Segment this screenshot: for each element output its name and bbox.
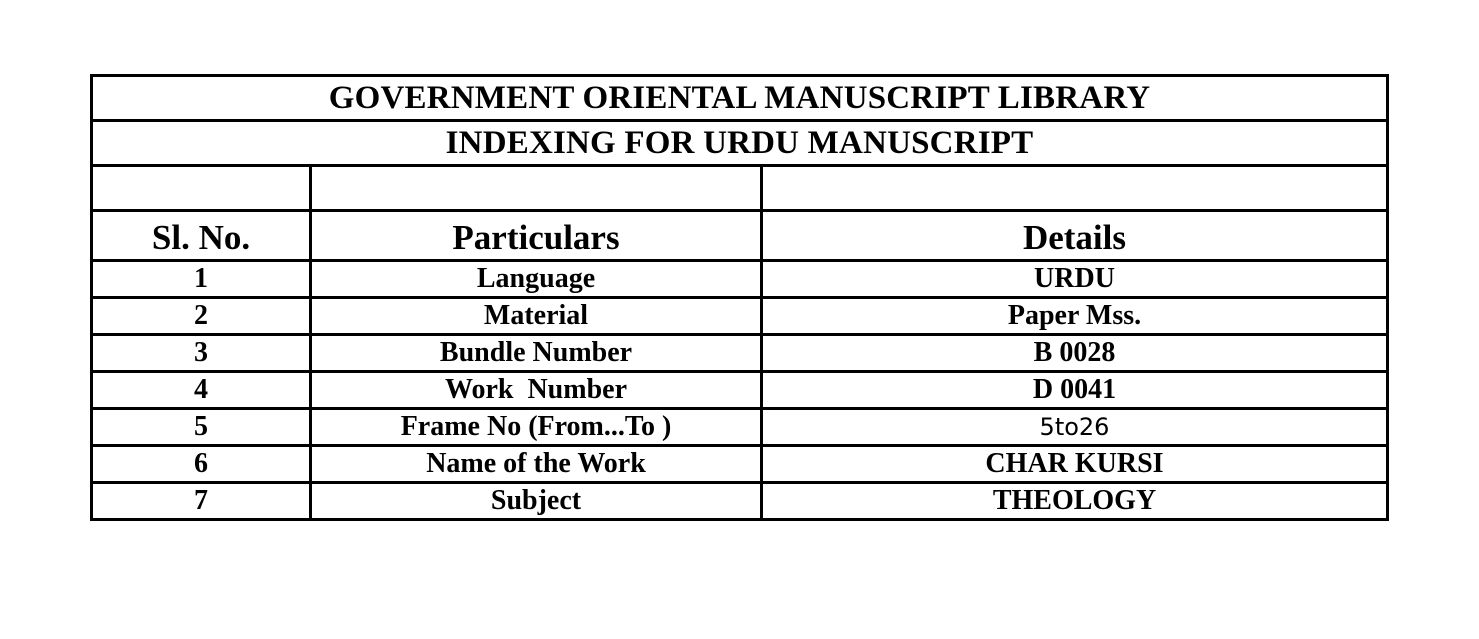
row-sl: 1 bbox=[92, 261, 311, 298]
row-detail: URDU bbox=[762, 261, 1388, 298]
row-particular: Language bbox=[311, 261, 762, 298]
row-sl: 7 bbox=[92, 483, 311, 520]
row-particular: Frame No (From...To ) bbox=[311, 409, 762, 446]
row-sl: 3 bbox=[92, 335, 311, 372]
row-particular: Material bbox=[311, 298, 762, 335]
header-sl-no: Sl. No. bbox=[92, 211, 311, 261]
table-row bbox=[92, 335, 1388, 372]
table-row bbox=[92, 298, 1388, 335]
header-particulars: Particulars bbox=[311, 211, 762, 261]
table-row bbox=[92, 261, 1388, 298]
row-sl: 4 bbox=[92, 372, 311, 409]
row-detail: D 0041 bbox=[762, 372, 1388, 409]
row-detail: Paper Mss. bbox=[762, 298, 1388, 335]
blank-cell bbox=[762, 166, 1388, 211]
title-row-2 bbox=[92, 121, 1388, 166]
row-detail: THEOLOGY bbox=[762, 483, 1388, 520]
library-title: GOVERNMENT ORIENTAL MANUSCRIPT LIBRARY bbox=[92, 76, 1388, 121]
manuscript-index-table bbox=[90, 74, 1389, 521]
table-row bbox=[92, 483, 1388, 520]
row-detail: 5to26 bbox=[762, 409, 1388, 446]
row-particular: Name of the Work bbox=[311, 446, 762, 483]
blank-cell bbox=[92, 166, 311, 211]
table-row bbox=[92, 446, 1388, 483]
row-detail: CHAR KURSI bbox=[762, 446, 1388, 483]
row-particular: Subject bbox=[311, 483, 762, 520]
title-row-1 bbox=[92, 76, 1388, 121]
header-row bbox=[92, 211, 1388, 261]
row-particular: Bundle Number bbox=[311, 335, 762, 372]
row-detail: B 0028 bbox=[762, 335, 1388, 372]
row-sl: 5 bbox=[92, 409, 311, 446]
row-sl: 6 bbox=[92, 446, 311, 483]
blank-row bbox=[92, 166, 1388, 211]
header-details: Details bbox=[762, 211, 1388, 261]
table-row bbox=[92, 409, 1388, 446]
blank-cell bbox=[311, 166, 762, 211]
table-row bbox=[92, 372, 1388, 409]
row-particular: Work Number bbox=[311, 372, 762, 409]
row-sl: 2 bbox=[92, 298, 311, 335]
index-subtitle: INDEXING FOR URDU MANUSCRIPT bbox=[92, 121, 1388, 166]
